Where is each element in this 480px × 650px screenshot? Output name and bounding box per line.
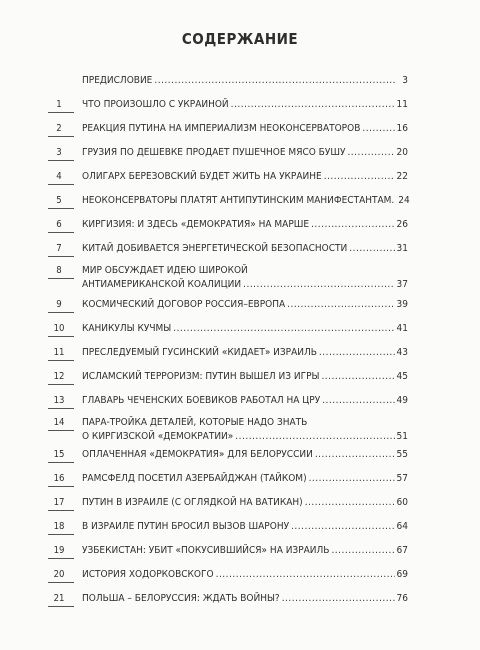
toc-entry-text: КИРГИЗИЯ: И ЗДЕСЬ «ДЕМОКРАТИЯ» НА МАРШЕ [82, 219, 310, 230]
leader-dots [319, 346, 395, 359]
leader-dots [309, 472, 395, 485]
leader-dots [324, 170, 395, 183]
toc-entry-text: ПРЕДИСЛОВИЕ [82, 75, 153, 86]
leader-dots [216, 568, 395, 581]
toc-page-number: 37 [396, 279, 408, 290]
toc-entry-text: ПОЛЬША – БЕЛОРУССИЯ: ЖДАТЬ ВОЙНЫ? [82, 593, 280, 604]
toc-page-number: 51 [396, 431, 408, 442]
toc-page-number: 3 [402, 75, 408, 86]
toc-entry-text: РЕАКЦИЯ ПУТИНА НА ИМПЕРИАЛИЗМ НЕОКОНСЕРВАТОРОВ [82, 123, 361, 134]
toc-page-number: 76 [396, 593, 408, 604]
leader-dots [315, 448, 395, 461]
leader-dots [305, 496, 395, 509]
chapter-number: 4 [48, 170, 70, 183]
chapter-number: 11 [48, 346, 70, 359]
toc-entry-text: ОПЛАЧЕННАЯ «ДЕМОКРАТИЯ» ДЛЯ БЕЛОРУССИИ [82, 449, 313, 460]
chapter-number: 20 [48, 568, 70, 581]
chapter-number: 17 [48, 496, 70, 509]
page-title: СОДЕРЖАНИЕ [181, 30, 299, 48]
leader-dots [231, 98, 395, 111]
toc-entry-text: КАНИКУЛЫ КУЧМЫ [82, 323, 172, 334]
chapter-number: 1 [48, 98, 70, 111]
leader-dots [154, 74, 396, 87]
toc-page-number: 67 [396, 545, 408, 556]
toc-entry-text: РАМСФЕЛД ПОСЕТИЛ АЗЕРБАЙДЖАН (ТАЙКОМ) [82, 473, 307, 484]
leader-dots [322, 394, 394, 407]
chapter-number: 15 [48, 448, 70, 461]
toc-page-number: 64 [396, 521, 408, 532]
leader-dots [311, 218, 394, 231]
leader-dots [331, 544, 394, 557]
chapter-number: 5 [48, 194, 70, 207]
chapter-number: 2 [48, 122, 70, 135]
chapter-number: 8 [48, 264, 70, 277]
chapter-number: 10 [48, 322, 70, 335]
leader-dots [282, 592, 395, 605]
toc-entry-text: ОЛИГАРХ БЕРЕЗОВСКИЙ БУДЕТ ЖИТЬ НА УКРАИНЕ [82, 171, 322, 182]
toc-entry-text: ПРЕСЛЕДУЕМЫЙ ГУСИНСКИЙ «КИДАЕТ» ИЗРАИЛЬ [82, 347, 317, 358]
toc-page-number: 55 [396, 449, 408, 460]
toc-entry-text: ИСЛАМСКИЙ ТЕРРОРИЗМ: ПУТИН ВЫШЕЛ ИЗ ИГРЫ [82, 371, 320, 382]
toc-entry-text: ПУТИН В ИЗРАИЛЕ (С ОГЛЯДКОЙ НА ВАТИКАН) [82, 497, 303, 508]
leader-dots [321, 370, 394, 383]
toc-entry-text-continued: АНТИАМЕРИКАНСКОЙ КОАЛИЦИИ [82, 279, 242, 290]
chapter-number: 7 [48, 242, 70, 255]
toc-page-number: 41 [396, 323, 408, 334]
leader-dots [347, 146, 394, 159]
chapter-number: 19 [48, 544, 70, 557]
leader-dots [243, 278, 394, 291]
toc-entry-text: УЗБЕКИСТАН: УБИТ «ПОКУСИВШИЙСЯ» НА ИЗРАИЛЬ [82, 545, 330, 556]
toc-page-number: 20 [396, 147, 408, 158]
chapter-number: 16 [48, 472, 70, 485]
leader-dots [235, 430, 394, 443]
toc-entry-text: КИТАЙ ДОБИВАЕТСЯ ЭНЕРГЕТИЧЕСКОЙ БЕЗОПАСНОСТИ [82, 243, 348, 254]
toc-page-number: 60 [396, 497, 408, 508]
leader-dots [173, 322, 394, 335]
toc-page-number: 26 [396, 219, 408, 230]
toc-page-number: 69 [396, 569, 408, 580]
toc-page-number: 39 [396, 299, 408, 310]
toc-entry-text: КОСМИЧЕСКИЙ ДОГОВОР РОССИЯ–ЕВРОПА [82, 299, 286, 310]
chapter-number: 6 [48, 218, 70, 231]
toc-page-number: 45 [396, 371, 408, 382]
chapter-number: 3 [48, 146, 70, 159]
toc-page-number: 31 [396, 243, 408, 254]
toc-page-number: 43 [396, 347, 408, 358]
toc-entry-text: ГЛАВАРЬ ЧЕЧЕНСКИХ БОЕВИКОВ РАБОТАЛ НА ЦРУ [82, 395, 321, 406]
toc-entry-text-continued: О КИРГИЗСКОЙ «ДЕМОКРАТИИ» [82, 431, 234, 442]
chapter-number: 18 [48, 520, 70, 533]
chapter-number: 14 [48, 416, 70, 429]
leader-dots [349, 242, 394, 255]
toc-entry-text: ЧТО ПРОИЗОШЛО С УКРАИНОЙ [82, 99, 229, 110]
leader-dots [287, 298, 394, 311]
toc-page-number: 24 [398, 195, 410, 206]
toc-entry-text: МИР ОБСУЖДАЕТ ИДЕЮ ШИРОКОЙ [82, 265, 248, 276]
leader-dots [291, 520, 394, 533]
toc-entry-text: ГРУЗИЯ ПО ДЕШЕВКЕ ПРОДАЕТ ПУШЕЧНОЕ МЯСО БУШУ [82, 147, 346, 158]
toc-page-number: 57 [396, 473, 408, 484]
toc-entry-text: ПАРА-ТРОЙКА ДЕТАЛЕЙ, КОТОРЫЕ НАДО ЗНАТЬ [82, 417, 308, 428]
toc-entry-text: В ИЗРАИЛЕ ПУТИН БРОСИЛ ВЫЗОВ ШАРОНУ [82, 521, 290, 532]
toc-entry-text: ИСТОРИЯ ХОДОРКОВСКОГО [82, 569, 214, 580]
toc-page-number: 22 [396, 171, 408, 182]
chapter-number: 21 [48, 592, 70, 605]
chapter-number: 12 [48, 370, 70, 383]
toc-page-number: 16 [396, 123, 408, 134]
toc-entry-text: НЕОКОНСЕРВАТОРЫ ПЛАТЯТ АНТИПУТИНСКИМ МАНИФЕСТАНТАМ. [82, 195, 395, 206]
leader-dots [362, 122, 394, 135]
chapter-number: 9 [48, 298, 70, 311]
toc-page-number: 11 [396, 99, 408, 110]
toc-page-number: 49 [396, 395, 408, 406]
chapter-number: 13 [48, 394, 70, 407]
